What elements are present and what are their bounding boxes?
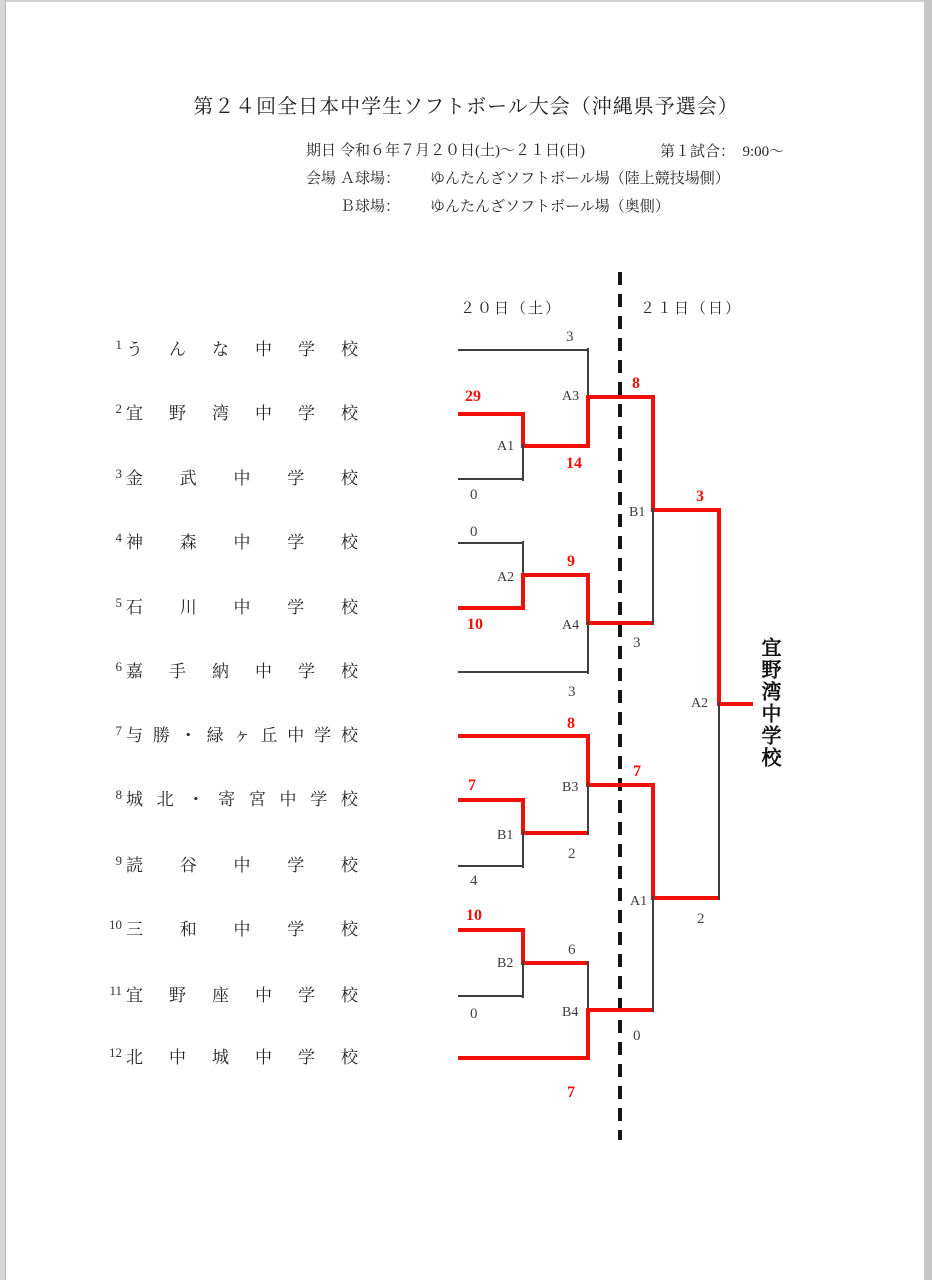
bracket-line [522, 961, 524, 998]
bracket-line [652, 896, 654, 1012]
bracket-line [587, 348, 589, 399]
bracket-line [523, 831, 588, 835]
page-edge-top [0, 0, 932, 2]
score-B3-top: 8 [567, 715, 575, 732]
score-A3-top: 3 [566, 329, 574, 345]
score-A2-bottom: 10 [467, 616, 483, 633]
venue-label: 会場 [306, 171, 337, 187]
bracket-line [587, 621, 589, 674]
score-final-bottom: 2 [697, 911, 705, 927]
team-name: 読 谷 中 学 校 [126, 856, 358, 875]
venue-b-label: Ｂ球場： [340, 199, 401, 215]
bracket-line [523, 961, 588, 965]
score-final-top: 3 [696, 488, 704, 505]
bracket-line [458, 995, 523, 997]
team-name: 神 森 中 学 校 [126, 533, 358, 552]
bracket-line [458, 478, 523, 480]
score-B1-top: 7 [468, 777, 476, 794]
bracket-line [458, 412, 523, 416]
score-B2-top: 10 [466, 907, 482, 924]
bracket-line [588, 621, 653, 625]
team-name: 嘉 手 納 中 学 校 [126, 662, 358, 681]
bracket-line [458, 928, 523, 932]
first-game-time: 第１試合： 9:00～ [660, 144, 785, 160]
team-name: 金 武 中 学 校 [126, 469, 358, 488]
bracket-line [458, 542, 523, 544]
score-B4-top: 6 [568, 942, 576, 958]
bracket-line [523, 444, 588, 448]
bracket-line [586, 1008, 590, 1060]
bracket-line [521, 573, 525, 610]
day2-header: ２１日（日） [640, 301, 743, 317]
bracket-line [651, 783, 655, 900]
bracket-line [523, 573, 588, 577]
bracket-line [522, 444, 524, 481]
bracket-line [458, 349, 588, 351]
bracket-line [521, 928, 525, 965]
bracket-line [587, 961, 589, 1012]
score-SF1-bottom: 3 [633, 635, 641, 651]
team-name: 宜 野 湾 中 学 校 [126, 404, 358, 423]
venue-a-label: Ａ球場： [340, 171, 401, 187]
team-seed: 9 [115, 853, 122, 868]
match-label-A1-semifinal: A1 [630, 894, 648, 909]
bracket-line [586, 734, 590, 787]
bracket-line [653, 508, 719, 512]
bracket-line [521, 412, 525, 448]
score-A4-top: 9 [567, 553, 575, 570]
bracket-line [588, 783, 653, 787]
bracket-line [717, 508, 721, 706]
team-seed: 12 [109, 1045, 122, 1060]
team-name: 北 中 城 中 学 校 [126, 1048, 358, 1067]
champion-name: 宜野湾中学校 [758, 637, 780, 769]
score-SF2-top: 7 [633, 763, 641, 780]
team-name: 与 勝 ・ 緑 ヶ 丘 中 学 校 [126, 726, 358, 745]
match-label-A2-day1: A2 [497, 570, 515, 585]
score-A4-bottom: 3 [568, 684, 576, 700]
match-label-A1-day1: A1 [497, 439, 515, 454]
bracket-line [653, 896, 719, 900]
match-label-B2-day1: B2 [497, 956, 514, 971]
day1-header: ２０日（土） [460, 301, 563, 317]
schedule-value: 令和６年７月２０日(土)～２１日(日) [340, 143, 585, 159]
match-label-B1-semifinal: B1 [629, 505, 646, 520]
team-seed: 2 [115, 401, 122, 416]
team-name: 三 和 中 学 校 [126, 920, 358, 939]
team-name: う ん な 中 学 校 [126, 340, 358, 359]
bracket-line [522, 541, 524, 577]
match-label-B3-day1: B3 [562, 780, 579, 795]
bracket-line [588, 1008, 653, 1012]
page-edge-right [924, 0, 932, 1280]
venue-a-value: ゆんたんざソフトボール場（陸上競技場側） [430, 171, 730, 187]
bracket-line [458, 671, 588, 673]
bracket-line [458, 865, 523, 867]
bracket-line [458, 734, 588, 738]
team-seed: 4 [115, 530, 122, 545]
score-B2-bottom: 0 [470, 1006, 478, 1022]
page-edge-left [0, 0, 6, 1280]
bracket-line [718, 702, 720, 900]
bracket-line [588, 395, 653, 399]
bracket-line [586, 573, 590, 625]
match-label-A4-day1: A4 [562, 618, 580, 633]
team-seed: 5 [115, 595, 122, 610]
team-seed: 3 [115, 466, 122, 481]
page-title: 第２４回全日本中学生ソフトボール大会（沖縄県予選会） [193, 96, 739, 118]
team-seed: 1 [115, 337, 122, 352]
team-name: 宜 野 座 中 学 校 [126, 986, 358, 1005]
score-B4-bottom: 7 [567, 1084, 575, 1101]
team-name: 石 川 中 学 校 [126, 598, 358, 617]
bracket-line [586, 395, 590, 448]
bracket-line [719, 702, 753, 706]
team-seed: 10 [109, 917, 122, 932]
score-SF1-top: 8 [632, 375, 640, 392]
score-A1-top: 29 [465, 388, 481, 405]
bracket-line [521, 798, 525, 835]
venue-b-value: ゆんたんざソフトボール場（奥側） [430, 199, 670, 215]
bracket-line [651, 395, 655, 512]
score-SF2-bottom: 0 [633, 1028, 641, 1044]
bracket-line [458, 606, 523, 610]
bracket-line [652, 508, 654, 625]
bracket-line [587, 783, 589, 835]
score-A2-top: 0 [470, 524, 478, 540]
team-seed: 6 [115, 659, 122, 674]
team-seed: 11 [109, 983, 122, 998]
match-label-A2-final: A2 [691, 696, 709, 711]
schedule-label: 期日 [306, 143, 337, 159]
bracket-line [458, 1056, 588, 1060]
bracket-line [458, 798, 523, 802]
team-seed: 8 [115, 787, 122, 802]
match-label-B4-day1: B4 [562, 1005, 579, 1020]
score-A3-bottom: 14 [566, 455, 582, 472]
team-seed: 7 [115, 723, 122, 738]
match-label-A3-day1: A3 [562, 389, 580, 404]
score-B3-bottom: 2 [568, 846, 576, 862]
score-A1-bottom: 0 [470, 487, 478, 503]
score-B1-bottom: 4 [470, 873, 478, 889]
bracket-line [522, 831, 524, 868]
team-name: 城 北 ・ 寄 宮 中 学 校 [126, 790, 358, 809]
match-label-B1-day1: B1 [497, 828, 514, 843]
